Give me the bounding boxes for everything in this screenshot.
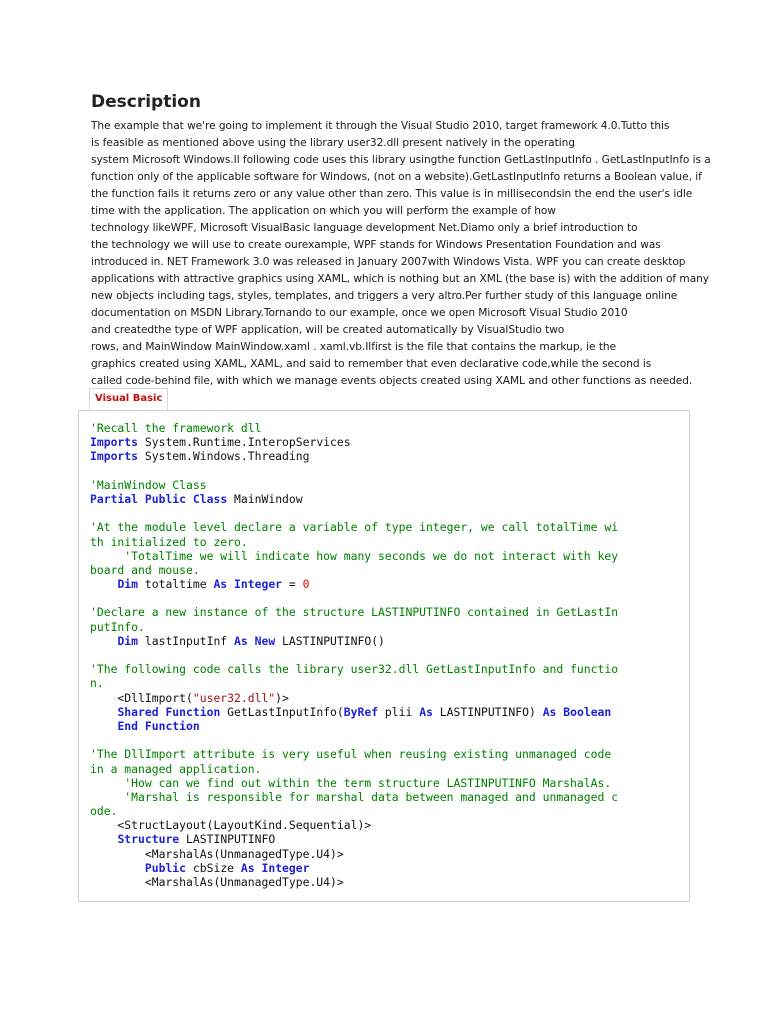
code-string: "user32.dll" [192, 690, 276, 705]
code-token: totaltime [138, 577, 214, 592]
code-line [90, 762, 680, 776]
code-keyword: Function [144, 718, 200, 733]
code-comment: in a managed application. [90, 761, 262, 776]
code-keyword: ByRef [343, 704, 379, 719]
section-title: Description [91, 92, 201, 112]
code-line [90, 577, 680, 591]
code-token: System.Windows.Threading [138, 449, 310, 464]
code-line [90, 520, 680, 534]
code-comment: board and mouse. [90, 562, 200, 577]
code-line [90, 591, 680, 605]
paragraph-line: called code-behind file, with which we manage events objects created using XAML and other functions as needed. [91, 375, 693, 387]
code-comment: 'Declare a new instance of the structure LASTINPUTINFO contained in GetLastIn [90, 605, 619, 620]
paragraph-line: The example that we're going to implement it through the Visual Studio 2010, target framework 4.0.Tutto this [91, 120, 670, 132]
code-comment: 'MainWindow Class [90, 477, 207, 492]
code-line [90, 847, 680, 861]
code-keyword: Dim [117, 577, 139, 592]
code-token [90, 705, 117, 719]
description-paragraph [91, 118, 711, 390]
code-keyword: Public [144, 860, 187, 875]
code-token: cbSize [186, 860, 241, 875]
paragraph-line: graphics created using XAML, XAML, and said to remember that even declarative code,while the second is [91, 358, 652, 370]
code-line [90, 719, 680, 733]
code-token: MainWindow [227, 491, 303, 506]
code-line [90, 747, 680, 761]
code-line [90, 648, 680, 662]
code-line [90, 676, 680, 690]
code-keyword: Integer [261, 860, 310, 875]
code-line [90, 705, 680, 719]
code-line [90, 449, 680, 463]
code-keyword: Dim [117, 633, 139, 648]
code-token [90, 577, 117, 591]
language-tab-visual-basic[interactable]: Visual Basic [89, 388, 168, 410]
code-line [90, 506, 680, 520]
paragraph-line: introduced in. NET Framework 3.0 was released in January 2007with Windows Vista. WPF you can create desktop [91, 256, 686, 268]
code-token: <DllImport( [90, 690, 193, 705]
code-keyword: As [234, 633, 248, 648]
code-line [90, 691, 680, 705]
code-keyword: Function [165, 704, 221, 719]
code-comment: 'Recall the framework dll [90, 421, 262, 435]
code-token: <MarshalAs(UnmanagedType.U4)> [90, 875, 344, 889]
code-token [90, 719, 117, 733]
code-line [90, 804, 680, 818]
code-keyword: Integer [234, 577, 283, 592]
code-line [90, 875, 680, 889]
code-keyword: Boolean [563, 704, 612, 719]
paragraph-line: new objects including tags, styles, templates, and triggers a very altro.Per further study of this language online [91, 290, 678, 302]
code-line [90, 478, 680, 492]
code-keyword: Imports [90, 435, 139, 450]
paragraph-line: is feasible as mentioned above using the library user32.dll present natively in the operating [91, 137, 575, 149]
code-comment: 'Marshal is responsible for marshal data between managed and unmanaged c [90, 789, 619, 804]
code-block [90, 421, 680, 889]
code-comment: 'How can we find out within the term structure LASTINPUTINFO MarshalAs. [90, 775, 612, 790]
code-line [90, 549, 680, 563]
paragraph-line: the technology we will use to create ourexample, WPF stands for Windows Presentation Foundation and was [91, 239, 661, 251]
paragraph-line: function only of the applicable software for Windows, (not on a website).GetLastInputInfo returns a Boolean value, if [91, 171, 702, 183]
code-comment: ode. [90, 804, 118, 819]
paragraph-line: the function fails it returns zero or any value other than zero. This value is in millisecondsin the end the user's idle [91, 188, 693, 200]
code-line [90, 861, 680, 875]
code-line [90, 776, 680, 790]
code-comment: th initialized to zero. [90, 534, 248, 549]
code-token: LASTINPUTINFO() [275, 633, 385, 648]
code-token [227, 577, 234, 591]
code-comment: 'The DllImport attribute is very useful when reusing existing unmanaged code [90, 747, 612, 762]
code-line [90, 492, 680, 506]
code-comment: 'The following code calls the library user32.dll GetLastInputInfo and functio [90, 662, 619, 677]
code-line [90, 435, 680, 449]
code-number: 0 [302, 577, 310, 592]
paragraph-line: system Microsoft Windows.Il following code uses this library usingthe function GetLastInputInfo . GetLastInputInfo is a [91, 154, 711, 166]
code-token: )> [275, 690, 289, 705]
code-comment: 'TotalTime we will indicate how many seconds we do not interact with key [90, 548, 619, 563]
code-line [90, 464, 680, 478]
paragraph-line: rows, and MainWindow MainWindow.xaml . xaml.vb.Ilfirst is the file that contains the markup, ie the [91, 341, 617, 353]
code-token: LASTINPUTINFO [179, 832, 276, 847]
paragraph-line: applications with attractive graphics using XAML, which is nothing but an XML (the base is) with the addition of many [91, 273, 710, 285]
code-keyword: As [240, 860, 255, 875]
code-token [90, 634, 117, 648]
code-keyword: As [542, 704, 557, 719]
code-token: LASTINPUTINFO) [432, 704, 543, 719]
code-line [90, 662, 680, 676]
code-keyword: End [117, 718, 139, 733]
code-token [138, 492, 145, 506]
code-token: lastInputInf [138, 633, 235, 648]
code-keyword: As [213, 577, 228, 592]
code-comment: 'At the module level declare a variable of type integer, we call totalTime wi [90, 520, 619, 535]
code-token: = [282, 577, 303, 592]
code-keyword: Shared [117, 704, 159, 719]
code-token [248, 634, 255, 648]
code-token: GetLastInputInfo( [220, 704, 344, 719]
code-comment: putInfo. [90, 619, 145, 634]
code-keyword: Imports [90, 449, 139, 464]
code-line [90, 832, 680, 846]
code-line [90, 818, 680, 832]
code-line [90, 563, 680, 577]
code-token [138, 719, 145, 733]
code-line [90, 733, 680, 747]
code-token [186, 492, 193, 506]
paragraph-line: and createdthe type of WPF application, will be created automatically by VisualStudio two [91, 324, 565, 336]
paragraph-line: technology likeWPF, Microsoft VisualBasic language development Net.Diamo only a brief introduction to [91, 222, 638, 234]
code-token: System.Runtime.InteropServices [138, 435, 351, 450]
code-line [90, 605, 680, 619]
code-line [90, 790, 680, 804]
code-line [90, 620, 680, 634]
code-keyword: Structure [117, 832, 180, 847]
code-line [90, 535, 680, 549]
code-token: <StructLayout(LayoutKind.Sequential)> [90, 818, 372, 833]
code-line [90, 634, 680, 648]
code-token: <MarshalAs(UnmanagedType.U4)> [90, 846, 344, 861]
code-comment: n. [90, 676, 104, 691]
code-token [90, 861, 145, 875]
paragraph-line: documentation on MSDN Library.Tornando to our example, once we open Microsoft Visual Studio 2010 [91, 307, 628, 319]
code-token: plii [378, 704, 420, 719]
paragraph-line: time with the application. The application on which you will perform the example of how [91, 205, 556, 217]
code-keyword: As [419, 704, 433, 719]
code-keyword: New [254, 633, 276, 648]
code-keyword: Class [192, 491, 228, 506]
code-keyword: Public [144, 491, 187, 506]
code-keyword: Partial [90, 491, 139, 506]
code-line [90, 421, 680, 435]
code-token [90, 832, 117, 846]
